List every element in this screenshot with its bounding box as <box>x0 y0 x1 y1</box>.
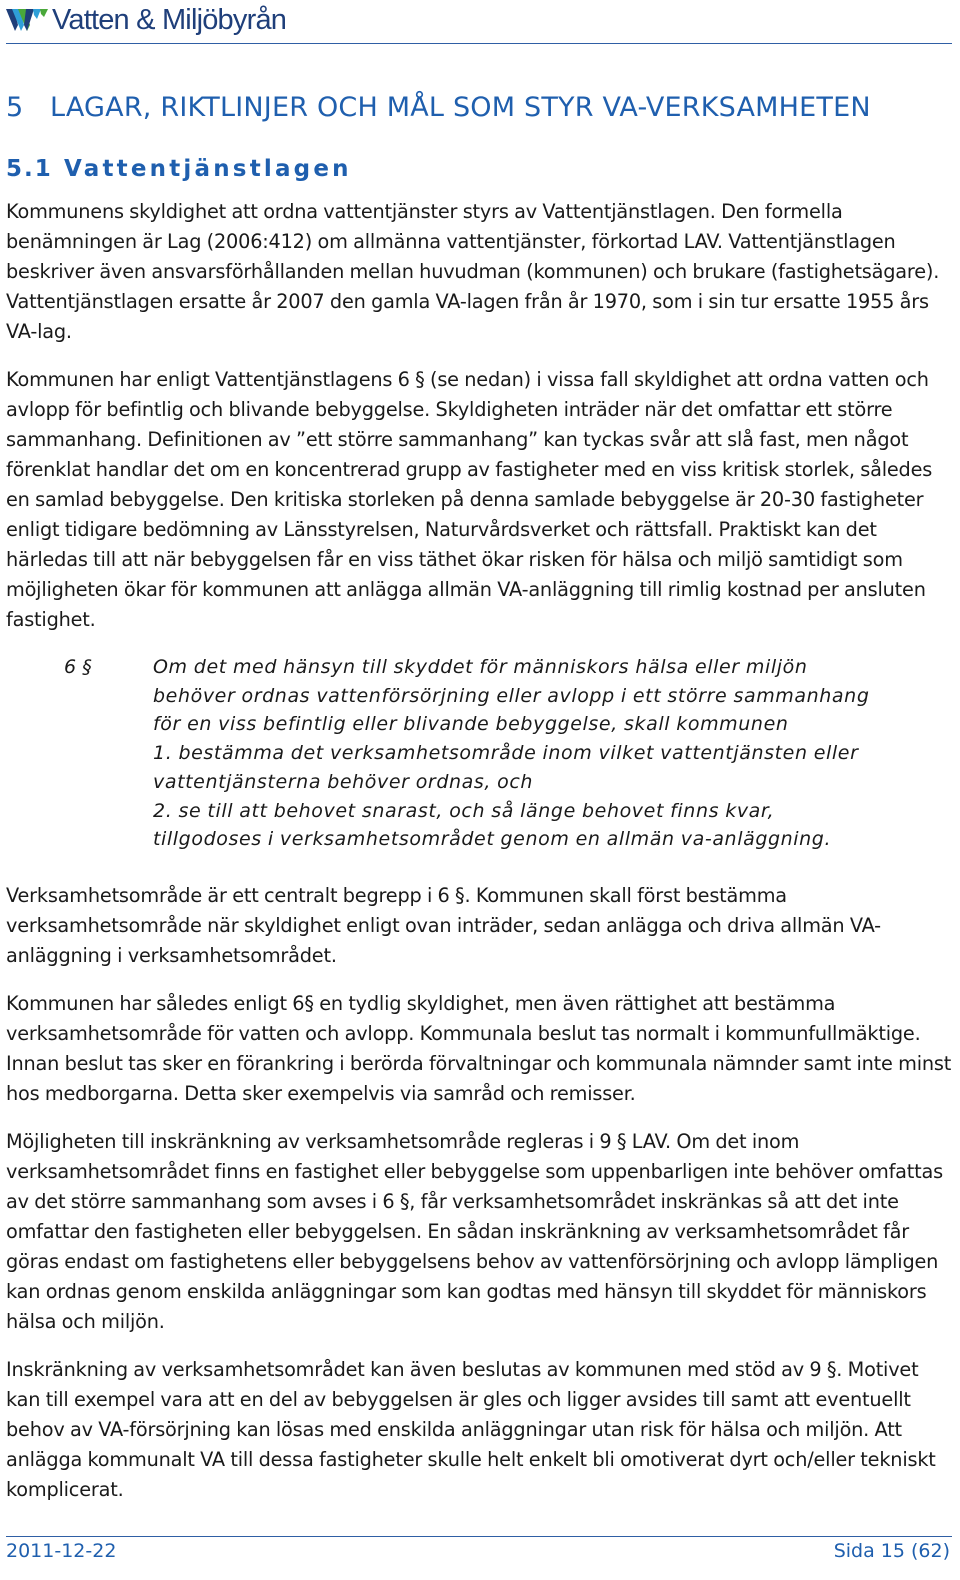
quote-line: tillgodoses i verksamhetsområdet genom en allmän va-anläggning. <box>153 828 832 851</box>
header-divider <box>6 43 952 44</box>
page-number: Sida 15 (62) <box>833 1540 950 1562</box>
footer-divider <box>6 1536 952 1537</box>
quote-line: vattentjänsterna behöver ordnas, och <box>153 770 534 793</box>
section-number: 5 <box>6 92 24 123</box>
paragraph: Inskränkning av verksamhetsområdet kan även beslutas av kommunen med stöd av 9 §. Motivet kan till exempel vara att en del av bebyggelsen är gles och ligger avsides till samt att eventuellt behov av VA-försörjning kan lösas med enskilda anläggningar utan risk för hälsa och miljön. Att anlägga kommunalt VA till dessa fastigheter skulle helt enkelt bli omotiverat dyrt och/eller tekniskt komplicerat. <box>6 1358 936 1501</box>
quote-line: behöver ordnas vattenförsörjning eller avlopp i ett större sammanhang <box>153 684 870 707</box>
document-body <box>6 197 954 1523</box>
section-heading <box>6 92 871 123</box>
section-title: LAGAR, RIKTLINJER OCH MÅL SOM STYR VA-VERKSAMHETEN <box>50 92 871 123</box>
logo-text: Vatten & Miljöbyrån <box>52 4 287 36</box>
paragraph: Kommunen har enligt Vattentjänstlagens 6 § (se nedan) i vissa fall skyldighet att ordna vatten och avlopp för befintlig och blivande bebyggelse. Skyldigheten inträder när det omfattar ett större sammanhang. Definitionen av ”ett större sammanhang” kan tyckas svår att slå fast, men något förenklat handlar det om en koncentrerad grupp av fastigheter med en viss kritisk storlek, således en samlad bebyggelse. Den kritiska storleken på denna samlade bebyggelse är 20-30 fastigheter enligt tidigare bedömning av Länsstyrelsen, Naturvårdsverket och rättsfall. Praktiskt kan det härledas till att när bebyggelsen får en viss täthet ökar risken för hälsa och miljö samtidigt som möjligheten ökar för kommunen att anlägga allmän VA-anläggning till rimlig kostnad per ansluten fastighet. <box>6 368 933 631</box>
law-quote <box>6 653 954 851</box>
paragraph: Möjligheten till inskränkning av verksamhetsområde regleras i 9 § LAV. Om det inom verksamhetsområdet finns en fastighet eller bebyggelse som uppenbarligen inte behöver omfattas av det större sammanhang som avses i 6 §, får verksamhetsområdet inskränkas så att det inte omfattar den fastigheten eller bebyggelsen. En sådan inskränkning av verksamhetsområdet får göras endast om fastighetens eller bebyggelsens behov av vattenförsörjning och avlopp lämpligen kan ordnas genom enskilda anläggningar som kan godtas med hänsyn till skyddet för människors hälsa och miljön. <box>6 1130 943 1333</box>
subsection-number: 5.1 <box>6 156 53 182</box>
quote-line: för en viss befintlig eller blivande bebyggelse, skall kommunen <box>153 713 789 736</box>
paragraph: Verksamhetsområde är ett centralt begrepp i 6 §. Kommunen skall först bestämma verksamhetsområde när skyldighet enligt ovan inträder, sedan anlägga och driva allmän VA-anläggning i verksamhetsområdet. <box>6 884 881 967</box>
quote-line: Om det med hänsyn till skyddet för människors hälsa eller miljön <box>153 656 808 678</box>
quote-line: 2. se till att behovet snarast, och så länge behovet finns kvar, <box>153 799 775 822</box>
paragraph: Kommunens skyldighet att ordna vattentjänster styrs av Vattentjänstlagen. Den formella benämningen är Lag (2006:412) om allmänna vattentjänster, förkortad LAV. Vattentjänstlagen beskriver även ansvarsförhållanden mellan huvudman (kommunen) och brukare (fastighetsägare). Vattentjänstlagen ersatte år 2007 den gamla VA-lagen från år 1970, som i sin tur ersatte 1955 års VA-lag. <box>6 200 940 343</box>
quote-line: 1. bestämma det verksamhetsområde inom vilket vattentjänsten eller <box>153 742 859 765</box>
logo-mark-icon <box>6 7 50 33</box>
page-header <box>0 0 960 46</box>
quote-section-mark: 6 § <box>64 656 92 678</box>
paragraph: Kommunen har således enligt 6§ en tydlig skyldighet, men även rättighet att bestämma verksamhetsområde för vatten och avlopp. Kommunala beslut tas normalt i kommunfullmäktige. Innan beslut tas sker en förankring i berörda förvaltningar och kommunala nämnder samt inte minst hos medborgarna. Detta sker exempelvis via samråd och remisser. <box>6 992 952 1105</box>
footer-date: 2011-12-22 <box>6 1540 117 1562</box>
company-logo <box>6 2 286 38</box>
quote-text <box>153 653 913 854</box>
subsection-title: Vattentjänstlagen <box>64 156 352 182</box>
subsection-heading <box>6 156 352 182</box>
